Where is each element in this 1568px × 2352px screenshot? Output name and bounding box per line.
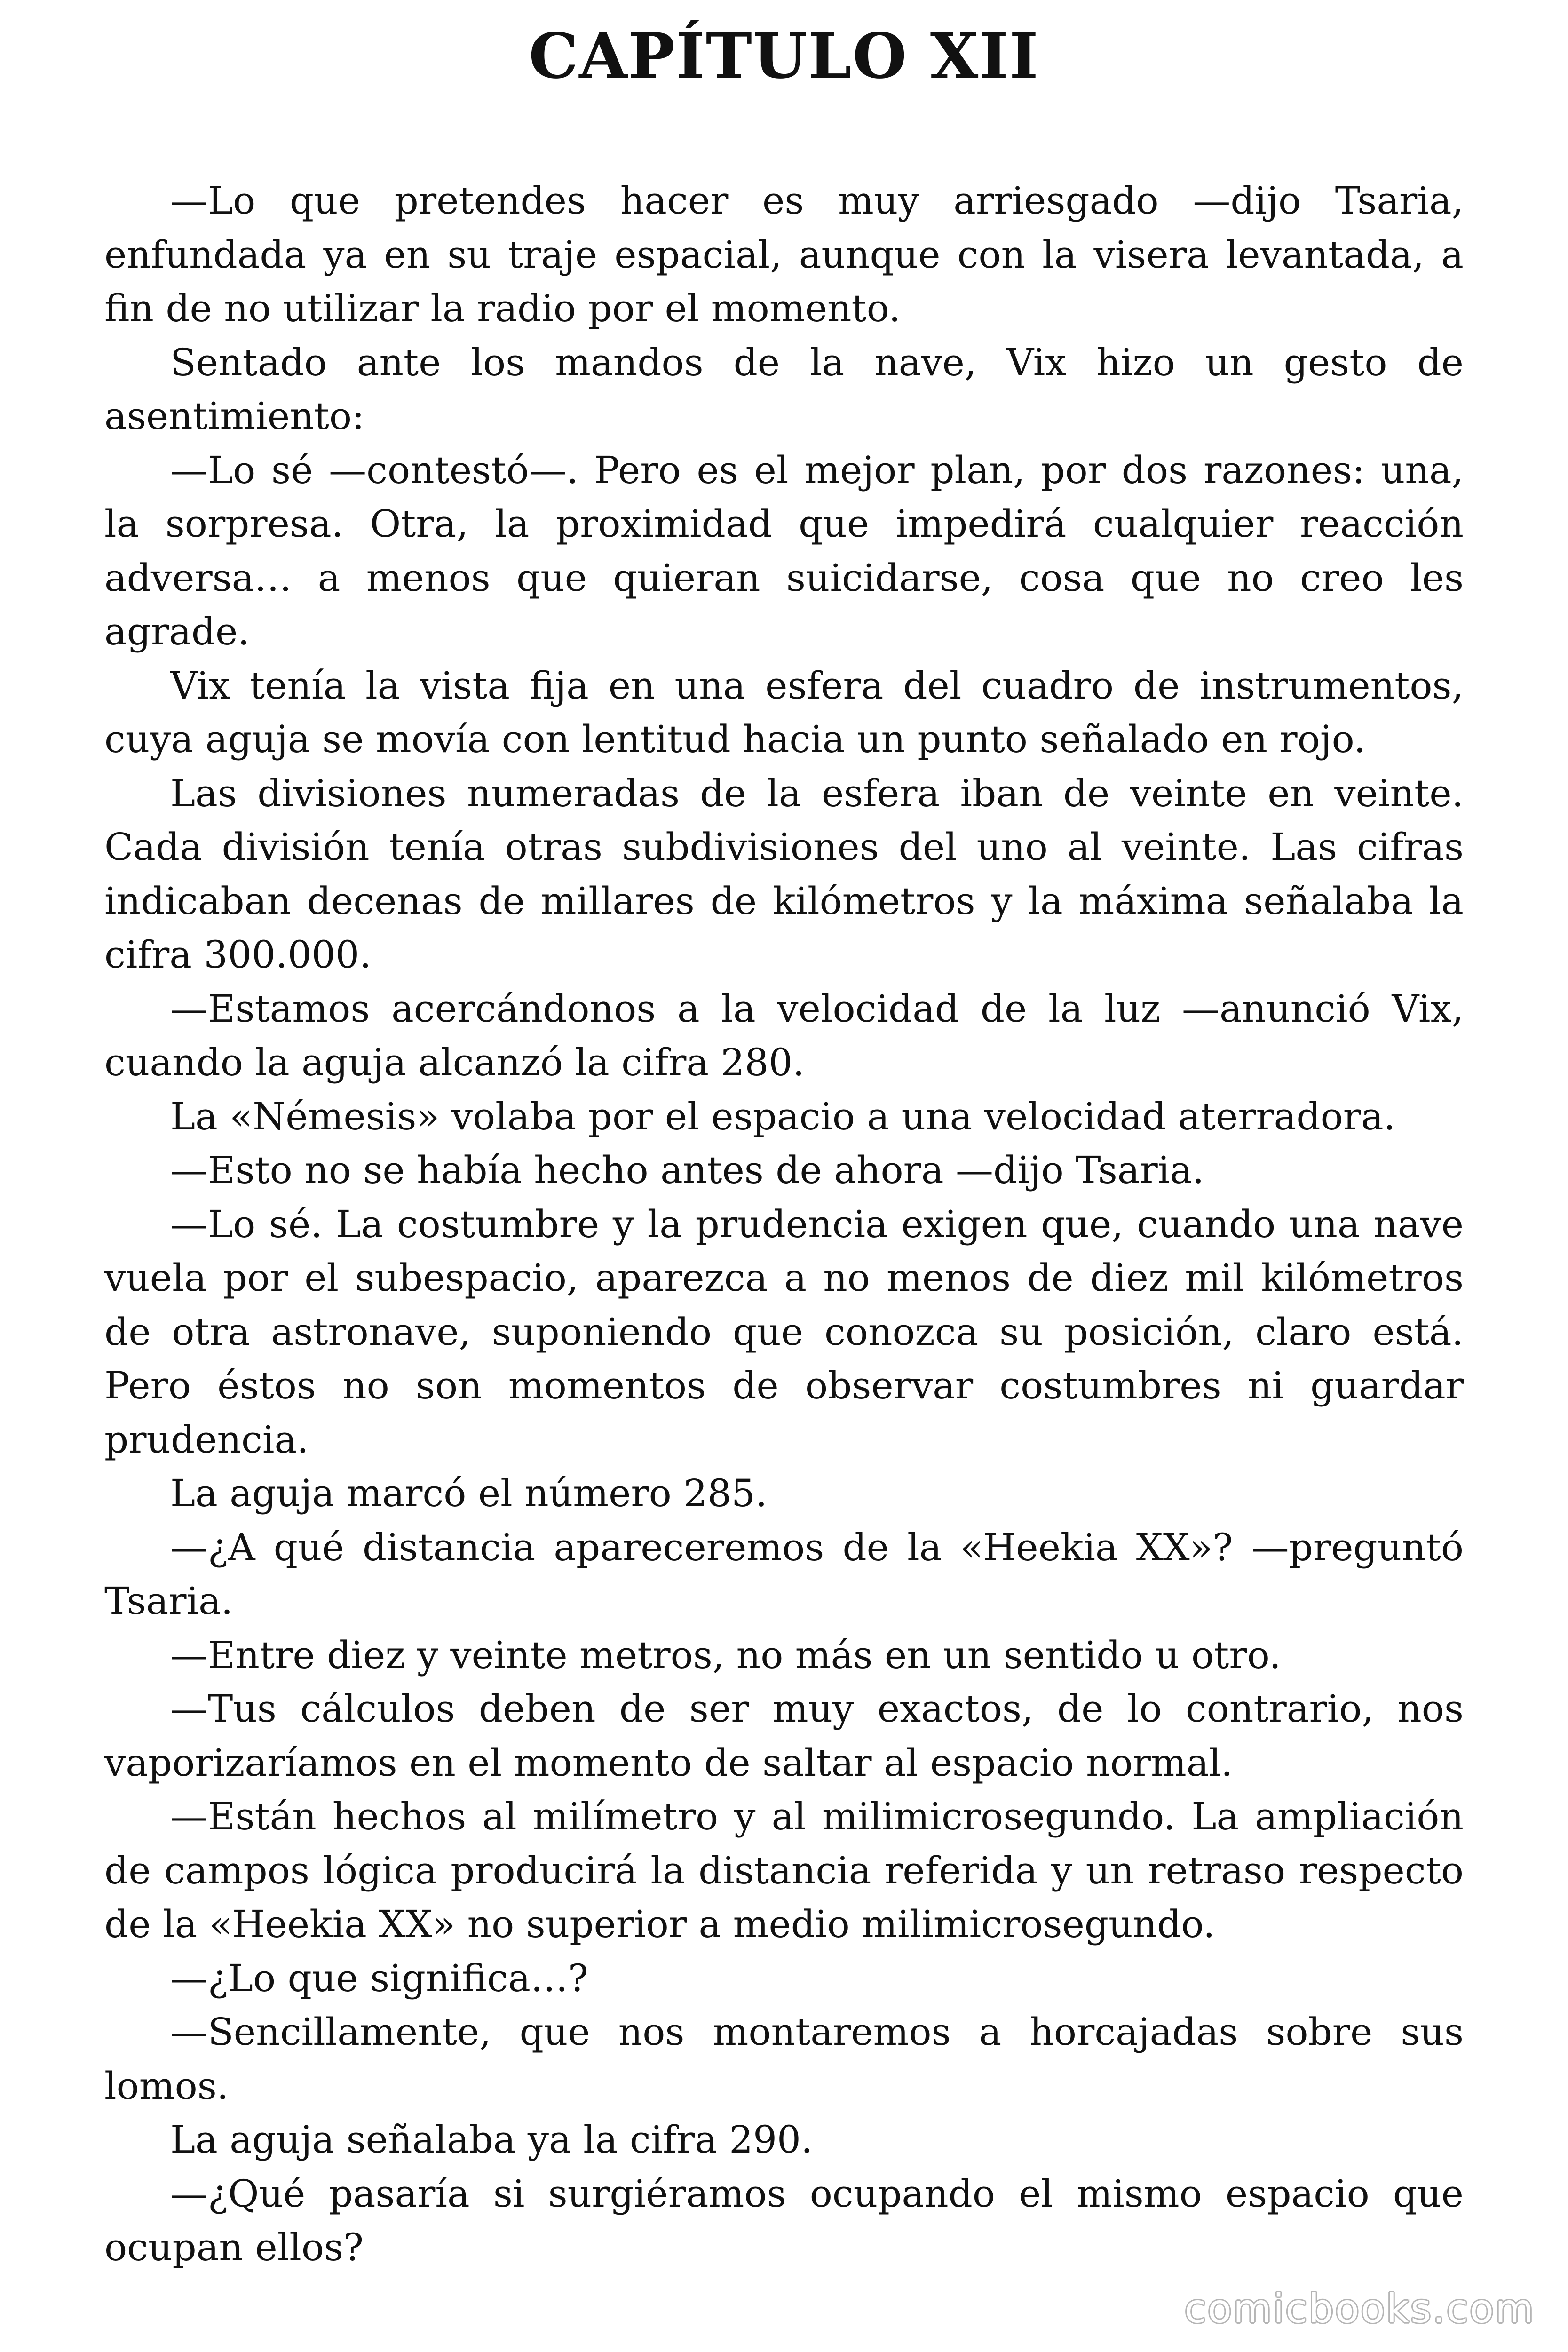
paragraph: —¿Lo que significa…?	[170, 1956, 588, 2000]
paragraph: —¿Qué pasaría si surgiéramos ocupando el mismo espacio que ocupan ellos?	[104, 2171, 1464, 2269]
paragraph: —Tus cálculos deben de ser muy exactos, de lo contrario, nos vaporizaríamos en el momento de saltar al espacio normal.	[104, 1687, 1464, 1785]
paragraph: La aguja señalaba ya la cifra 290.	[170, 2118, 813, 2161]
paragraph: —Lo que pretendes hacer es muy arriesgado —dijo Tsaria, enfundada ya en su traje espacial, aunque con la visera levantada, a fin de no utilizar la radio por el momento.	[104, 179, 1464, 330]
paragraph: —Entre diez y veinte metros, no más en un sentido u otro.	[170, 1633, 1281, 1677]
watermark: comicbooks.com	[1184, 2286, 1535, 2332]
paragraph: —Estamos acercándonos a la velocidad de la luz —anunció Vix, cuando la aguja alcanzó la cifra 280.	[104, 986, 1464, 1084]
paragraph: Las divisiones numeradas de la esfera iban de veinte en veinte. Cada división tenía otras subdivisiones del uno al veinte. Las cifras indicaban decenas de millares de kilómetros y la máxima señalaba la cifra 300.000.	[104, 771, 1464, 977]
paragraph: —Lo sé. La costumbre y la prudencia exigen que, cuando una nave vuela por el subespacio, aparezca a no menos de diez mil kilómetros de otra astronave, suponiendo que conozca su posición, claro está. Pero éstos no son momentos de observar costumbres ni guardar prudencia.	[104, 1202, 1464, 1462]
paragraph: —Están hechos al milímetro y al milimicrosegundo. La ampliación de campos lógica producirá la distancia referida y un retraso respecto de la «Heekia XX» no superior a medio milimicrosegundo.	[104, 1795, 1464, 1946]
chapter-body	[104, 174, 1464, 2275]
paragraph: —¿A qué distancia apareceremos de la «Heekia XX»? —preguntó Tsaria.	[104, 1525, 1464, 1623]
paragraph: La «Némesis» volaba por el espacio a una velocidad aterradora.	[170, 1094, 1396, 1138]
chapter-title: CAPÍTULO XII	[529, 20, 1039, 93]
paragraph: Sentado ante los mandos de la nave, Vix hizo un gesto de asentimiento:	[104, 340, 1464, 438]
paragraph: Vix tenía la vista fija en una esfera del cuadro de instrumentos, cuya aguja se movía con lentitud hacia un punto señalado en rojo.	[104, 663, 1464, 761]
paragraph: —Lo sé —contestó—. Pero es el mejor plan, por dos razones: una, la sorpresa. Otra, la proximidad que impedirá cualquier reacción adversa… a menos que quieran suicidarse, cosa que no creo les agrade.	[104, 448, 1464, 653]
paragraph: La aguja marcó el número 285.	[170, 1471, 768, 1515]
paragraph: —Sencillamente, que nos montaremos a horcajadas sobre sus lomos.	[104, 2010, 1464, 2108]
paragraph: —Esto no se había hecho antes de ahora —dijo Tsaria.	[170, 1148, 1204, 1192]
